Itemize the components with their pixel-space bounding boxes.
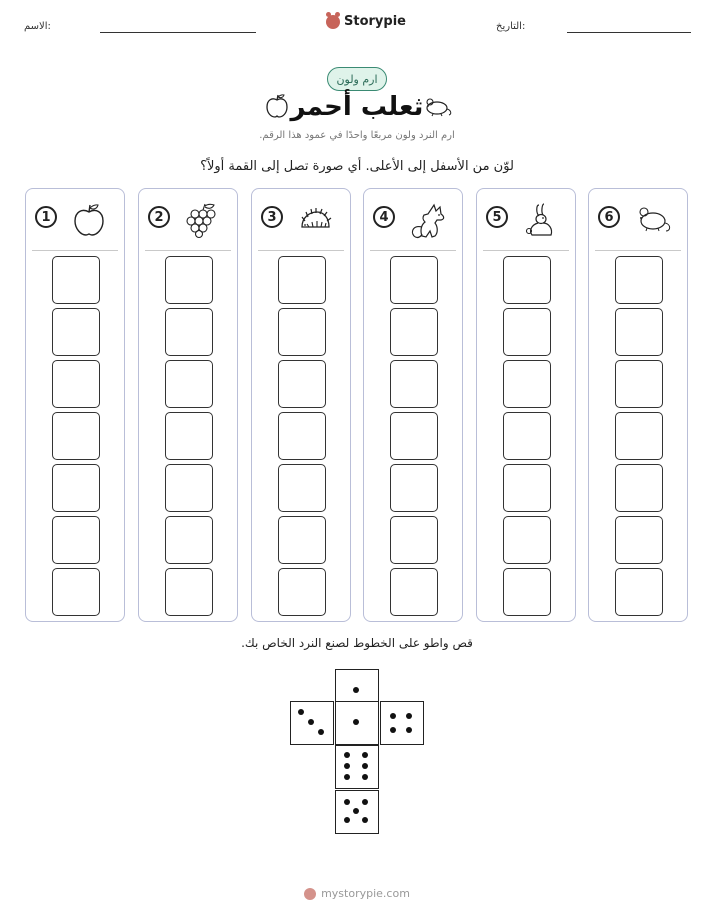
dice-pip [390, 713, 396, 719]
apple-icon [70, 201, 108, 239]
column-divider [370, 250, 456, 251]
grapes-icon [183, 201, 221, 239]
column-4 [363, 188, 463, 622]
color-cell[interactable] [503, 256, 551, 304]
dice-pip [406, 713, 412, 719]
dice-pip [353, 719, 359, 725]
dice-pip [344, 763, 350, 769]
column-5 [476, 188, 576, 622]
dice-face-3 [290, 701, 334, 745]
color-cell[interactable] [278, 464, 326, 512]
footer-url[interactable]: mystorypie.com [321, 887, 410, 900]
dice-pip [344, 774, 350, 780]
color-cell[interactable] [503, 464, 551, 512]
color-cell[interactable] [390, 516, 438, 564]
color-cell[interactable] [503, 412, 551, 460]
instruction-text: لوّن من الأسفل إلى الأعلى. أي صورة تصل إلى القمة أولاً؟ [200, 159, 514, 174]
color-cell[interactable] [390, 308, 438, 356]
column-divider [32, 250, 118, 251]
bear-logo-icon [304, 888, 316, 900]
color-cell[interactable] [503, 360, 551, 408]
color-cell[interactable] [165, 516, 213, 564]
color-cell[interactable] [615, 568, 663, 616]
dice-pip [362, 752, 368, 758]
color-cell[interactable] [52, 256, 100, 304]
color-cell[interactable] [52, 360, 100, 408]
bear-logo-icon [326, 15, 340, 29]
page-title: ثعلب أحمر [290, 92, 424, 122]
date-line[interactable] [567, 32, 691, 33]
dice-pip [318, 729, 324, 735]
color-cell[interactable] [615, 256, 663, 304]
color-cell[interactable] [278, 412, 326, 460]
color-cell[interactable] [615, 464, 663, 512]
dice-pip [406, 727, 412, 733]
column-number: 1 [35, 206, 57, 228]
dice-pip [344, 817, 350, 823]
brand-name: Storypie [344, 14, 406, 29]
brand-logo [326, 14, 406, 29]
color-cell[interactable] [52, 464, 100, 512]
footer [0, 887, 714, 900]
cut-instruction: قص واطو على الخطوط لصنع النرد الخاص بك. [241, 636, 473, 650]
color-cell[interactable] [390, 464, 438, 512]
dice-pip [362, 763, 368, 769]
rabbit-icon [521, 201, 561, 241]
color-cell[interactable] [615, 412, 663, 460]
color-cell[interactable] [278, 568, 326, 616]
column-divider [258, 250, 344, 251]
color-cell[interactable] [278, 256, 326, 304]
column-number: 6 [598, 206, 620, 228]
subtitle: ارم النرد ولون مربعًا واحدًا في عمود هذا الرقم. [259, 130, 455, 141]
activity-badge: ارم ولون [327, 67, 387, 91]
dice-pip [353, 808, 359, 814]
color-cell[interactable] [278, 516, 326, 564]
color-cell[interactable] [165, 360, 213, 408]
dice-pip [353, 687, 359, 693]
color-cell[interactable] [278, 360, 326, 408]
mouse-icon [422, 94, 454, 118]
column-divider [145, 250, 231, 251]
color-cell[interactable] [503, 308, 551, 356]
column-3 [251, 188, 351, 622]
color-cell[interactable] [165, 464, 213, 512]
column-divider [595, 250, 681, 251]
hedgehog-icon [296, 201, 334, 239]
dice-pip [344, 752, 350, 758]
dice-pip [308, 719, 314, 725]
color-cell[interactable] [52, 516, 100, 564]
color-cell[interactable] [165, 308, 213, 356]
color-cell[interactable] [390, 568, 438, 616]
color-cell[interactable] [503, 516, 551, 564]
date-label: التاريخ: [496, 21, 526, 32]
dice-face-1-center [335, 701, 379, 745]
column-2 [138, 188, 238, 622]
color-cell[interactable] [615, 516, 663, 564]
dice-pip [390, 727, 396, 733]
name-line[interactable] [100, 32, 256, 33]
dice-face-5 [335, 790, 379, 834]
dice-pip [362, 774, 368, 780]
color-cell[interactable] [52, 568, 100, 616]
column-number: 3 [261, 206, 283, 228]
color-cell[interactable] [278, 308, 326, 356]
column-number: 5 [486, 206, 508, 228]
color-cell[interactable] [390, 256, 438, 304]
color-cell[interactable] [503, 568, 551, 616]
color-cell[interactable] [165, 256, 213, 304]
column-1 [25, 188, 125, 622]
color-cell[interactable] [165, 568, 213, 616]
color-cell[interactable] [615, 360, 663, 408]
dice-net [290, 669, 424, 835]
dice-pip [298, 709, 304, 715]
dice-pip [362, 817, 368, 823]
dice-face-6 [335, 745, 379, 789]
dice-face-4 [380, 701, 424, 745]
mouse-icon [633, 201, 673, 237]
column-6 [588, 188, 688, 622]
name-label: الاسم: [24, 21, 51, 32]
dice-pip [344, 799, 350, 805]
color-cell[interactable] [165, 412, 213, 460]
color-cell[interactable] [615, 308, 663, 356]
color-cell[interactable] [390, 360, 438, 408]
column-number: 4 [373, 206, 395, 228]
color-cell[interactable] [390, 412, 438, 460]
color-cell[interactable] [52, 308, 100, 356]
fox-icon [408, 201, 450, 241]
column-divider [483, 250, 569, 251]
color-cell[interactable] [52, 412, 100, 460]
dice-pip [362, 799, 368, 805]
column-number: 2 [148, 206, 170, 228]
